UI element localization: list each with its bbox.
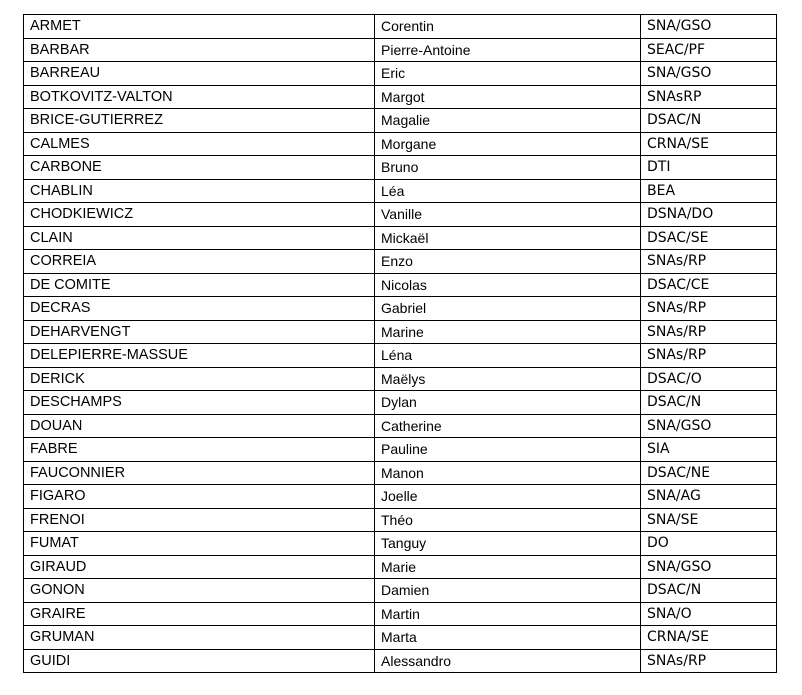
service-cell: DSAC/CE (641, 273, 777, 297)
last-name-cell: CARBONE (24, 156, 375, 180)
table-row (24, 626, 777, 650)
service-cell: DTI (641, 156, 777, 180)
first-name-cell: Enzo (375, 250, 641, 274)
table-row (24, 485, 777, 509)
last-name-cell: CORREIA (24, 250, 375, 274)
table-row (24, 62, 777, 86)
last-name-cell: DECRAS (24, 297, 375, 321)
last-name-cell: GRAIRE (24, 602, 375, 626)
last-name-cell: DOUAN (24, 414, 375, 438)
table-row (24, 532, 777, 556)
last-name-cell: DELEPIERRE-MASSUE (24, 344, 375, 368)
service-cell: DO (641, 532, 777, 556)
table-row (24, 85, 777, 109)
service-cell: DSAC/N (641, 391, 777, 415)
first-name-cell: Bruno (375, 156, 641, 180)
last-name-cell: GUIDI (24, 649, 375, 673)
first-name-cell: Dylan (375, 391, 641, 415)
table-row (24, 414, 777, 438)
service-cell: CRNA/SE (641, 626, 777, 650)
table-row (24, 438, 777, 462)
table-row (24, 320, 777, 344)
service-cell: SNA/GSO (641, 414, 777, 438)
first-name-cell: Morgane (375, 132, 641, 156)
last-name-cell: FABRE (24, 438, 375, 462)
last-name-cell: FRENOI (24, 508, 375, 532)
table-row (24, 38, 777, 62)
table-row (24, 273, 777, 297)
table-row (24, 156, 777, 180)
service-cell: DSAC/O (641, 367, 777, 391)
first-name-cell: Manon (375, 461, 641, 485)
service-cell: SNA/SE (641, 508, 777, 532)
roster-sheet (23, 14, 777, 673)
service-cell: SEAC/PF (641, 38, 777, 62)
service-cell: SNA/GSO (641, 62, 777, 86)
first-name-cell: Nicolas (375, 273, 641, 297)
first-name-cell: Martin (375, 602, 641, 626)
first-name-cell: Léa (375, 179, 641, 203)
first-name-cell: Marta (375, 626, 641, 650)
table-row (24, 508, 777, 532)
service-cell: DSAC/NE (641, 461, 777, 485)
first-name-cell: Léna (375, 344, 641, 368)
service-cell: SNA/GSO (641, 555, 777, 579)
last-name-cell: GRUMAN (24, 626, 375, 650)
table-row (24, 579, 777, 603)
table-row (24, 649, 777, 673)
last-name-cell: BARBAR (24, 38, 375, 62)
first-name-cell: Corentin (375, 15, 641, 39)
first-name-cell: Joelle (375, 485, 641, 509)
table-row (24, 555, 777, 579)
table-row (24, 132, 777, 156)
table-row (24, 109, 777, 133)
table-row (24, 602, 777, 626)
last-name-cell: GIRAUD (24, 555, 375, 579)
table-row (24, 179, 777, 203)
first-name-cell: Tanguy (375, 532, 641, 556)
roster-table-body (24, 15, 777, 673)
last-name-cell: ARMET (24, 15, 375, 39)
table-row (24, 250, 777, 274)
last-name-cell: DERICK (24, 367, 375, 391)
service-cell: SNAs/RP (641, 297, 777, 321)
last-name-cell: FUMAT (24, 532, 375, 556)
service-cell: SNA/O (641, 602, 777, 626)
table-row (24, 297, 777, 321)
first-name-cell: Catherine (375, 414, 641, 438)
first-name-cell: Marie (375, 555, 641, 579)
last-name-cell: CHABLIN (24, 179, 375, 203)
service-cell: DSAC/N (641, 109, 777, 133)
first-name-cell: Théo (375, 508, 641, 532)
service-cell: SNAs/RP (641, 344, 777, 368)
first-name-cell: Maëlys (375, 367, 641, 391)
service-cell: SNAs/RP (641, 320, 777, 344)
first-name-cell: Pierre-Antoine (375, 38, 641, 62)
table-row (24, 461, 777, 485)
last-name-cell: CALMES (24, 132, 375, 156)
first-name-cell: Vanille (375, 203, 641, 227)
last-name-cell: DESCHAMPS (24, 391, 375, 415)
first-name-cell: Margot (375, 85, 641, 109)
last-name-cell: BARREAU (24, 62, 375, 86)
first-name-cell: Marine (375, 320, 641, 344)
service-cell: SNAsRP (641, 85, 777, 109)
first-name-cell: Eric (375, 62, 641, 86)
last-name-cell: CHODKIEWICZ (24, 203, 375, 227)
table-row (24, 15, 777, 39)
last-name-cell: DEHARVENGT (24, 320, 375, 344)
first-name-cell: Magalie (375, 109, 641, 133)
service-cell: CRNA/SE (641, 132, 777, 156)
service-cell: SIA (641, 438, 777, 462)
last-name-cell: FIGARO (24, 485, 375, 509)
first-name-cell: Gabriel (375, 297, 641, 321)
last-name-cell: BOTKOVITZ-VALTON (24, 85, 375, 109)
first-name-cell: Damien (375, 579, 641, 603)
last-name-cell: DE COMITE (24, 273, 375, 297)
first-name-cell: Mickaël (375, 226, 641, 250)
service-cell: SNAs/RP (641, 649, 777, 673)
service-cell: SNAs/RP (641, 250, 777, 274)
last-name-cell: FAUCONNIER (24, 461, 375, 485)
last-name-cell: CLAIN (24, 226, 375, 250)
first-name-cell: Pauline (375, 438, 641, 462)
service-cell: DSAC/SE (641, 226, 777, 250)
last-name-cell: GONON (24, 579, 375, 603)
table-row (24, 344, 777, 368)
service-cell: DSNA/DO (641, 203, 777, 227)
service-cell: BEA (641, 179, 777, 203)
table-row (24, 226, 777, 250)
service-cell: SNA/AG (641, 485, 777, 509)
first-name-cell: Alessandro (375, 649, 641, 673)
service-cell: DSAC/N (641, 579, 777, 603)
table-row (24, 367, 777, 391)
roster-table (23, 14, 777, 673)
table-row (24, 391, 777, 415)
service-cell: SNA/GSO (641, 15, 777, 39)
last-name-cell: BRICE-GUTIERREZ (24, 109, 375, 133)
table-row (24, 203, 777, 227)
